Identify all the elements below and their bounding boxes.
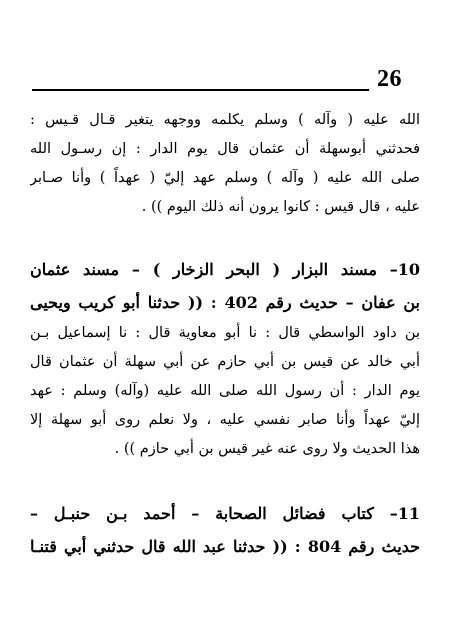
- header-rule: [32, 89, 369, 91]
- text-line: فحدثني أبوسهلة أن عثمان قال يوم الدار : إن رسـول الله: [30, 141, 420, 157]
- page-header: [30, 66, 402, 94]
- page-number: 26: [377, 66, 402, 92]
- text-line: عليه ، قال قيس : كانوا يرون أنه ذلك اليوم )) .: [141, 199, 420, 215]
- text-line: صلى الله عليه ( وآله ) وسلم عهد إليّ ( عهداً ) وأنا صـابر: [30, 170, 420, 186]
- paragraph-3: [30, 497, 420, 563]
- text-line: يوم الدار : أن رسول الله صلى الله عليه (وآله) وسلم : عهد: [30, 383, 420, 399]
- paragraph-2: [30, 253, 420, 464]
- heading-line: 10– مسند البزار ( البحر الزخار ) – مسند عثمان: [30, 260, 420, 279]
- text-line: هذا الحديث ولا روى عنه غير قيس بن أبي حازم )) .: [114, 441, 420, 457]
- paragraph-1: [30, 106, 420, 222]
- text-line: بن داود الواسطي قال : نا أبو معاوية قال : نا إسماعيل بـن: [30, 325, 420, 341]
- text-line: إليّ عهداً وأنا صابر نفسي عليه ، ولا نعلم روى أبو سهلة إلا: [30, 412, 420, 428]
- heading-line: بن عفان – حديث رقم 402 : (( حدثنا أبو كريب ويحيى: [30, 293, 420, 312]
- heading-line: حديث رقم 804 : (( حدثنا عبد الله قال حدثني أبي قتنـا: [30, 537, 420, 556]
- heading-line: 11– كتاب فضائل الصحابة – أحمد بـن حنبـل –: [30, 504, 420, 523]
- text-line: الله عليه ( وآله ) وسلم يكلمه ووجهه يتغير قـال قـيس :: [30, 112, 420, 128]
- text-line: أبي خالد عن قيس بن أبي حازم عن أبي سهلة أن عثمان قال: [30, 354, 420, 370]
